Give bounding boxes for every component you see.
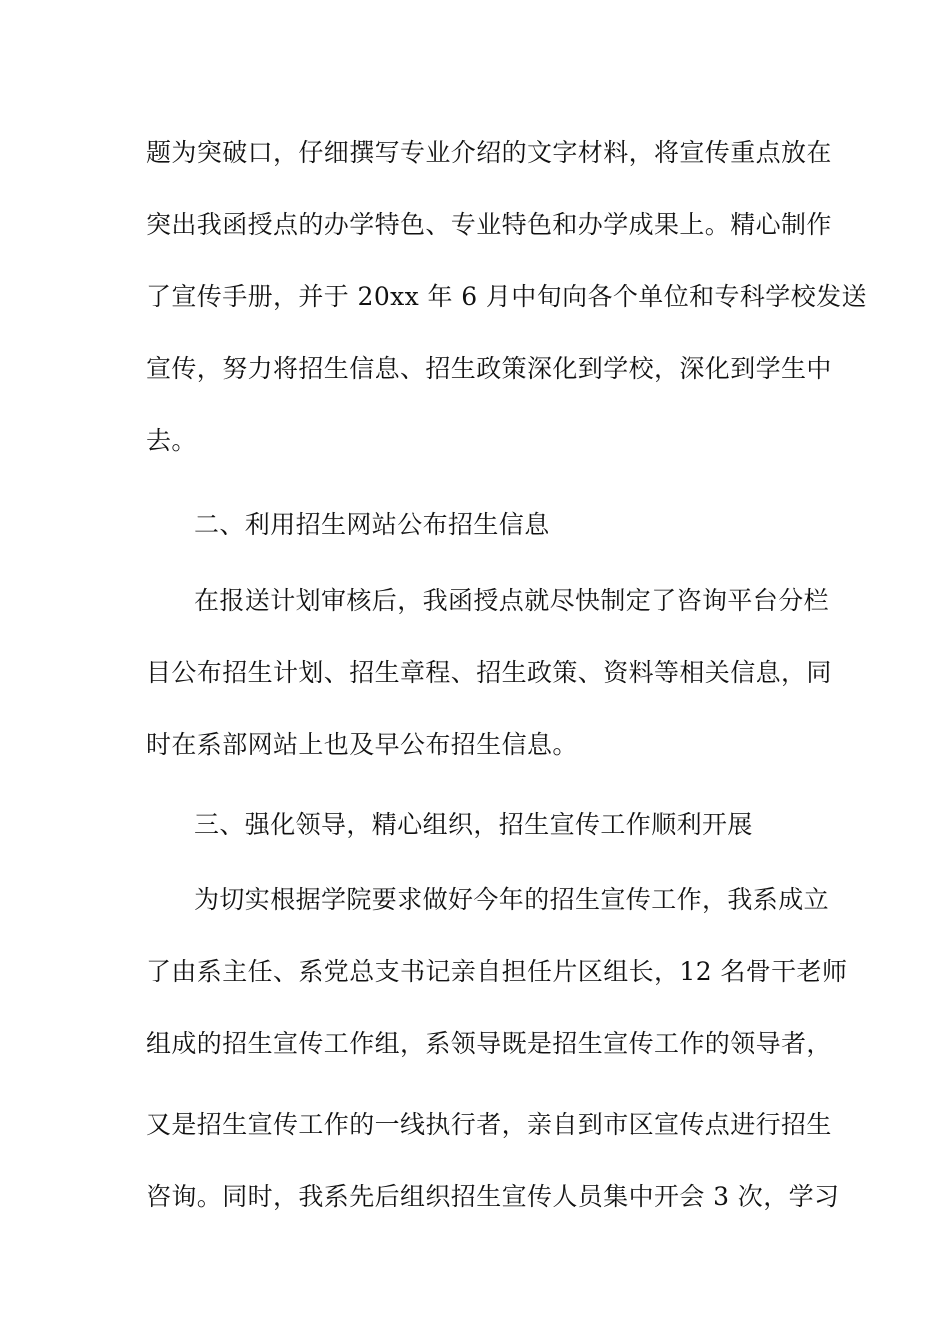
body-text-line: 了由系主任、系党总支书记亲自担任片区组长，12 名骨干老师 <box>146 957 848 986</box>
section-heading: 二、利用招生网站公布招生信息 <box>194 510 550 539</box>
body-text-line: 突出我函授点的办学特色、专业特色和办学成果上。精心制作 <box>146 210 832 239</box>
body-text-line: 咨询。同时，我系先后组织招生宣传人员集中开会 3 次，学习 <box>146 1182 840 1211</box>
body-text-line: 去。 <box>146 426 197 455</box>
body-text-line: 为切实根据学院要求做好今年的招生宣传工作，我系成立 <box>194 885 830 914</box>
body-text-line: 题为突破口，仔细撰写专业介绍的文字材料，将宣传重点放在 <box>146 138 832 167</box>
body-text-line: 在报送计划审核后，我函授点就尽快制定了咨询平台分栏 <box>194 586 830 615</box>
body-text-line: 又是招生宣传工作的一线执行者，亲自到市区宣传点进行招生 <box>146 1110 832 1139</box>
body-text-line: 宣传，努力将招生信息、招生政策深化到学校，深化到学生中 <box>146 354 832 383</box>
section-heading: 三、强化领导，精心组织，招生宣传工作顺利开展 <box>194 810 753 839</box>
body-text-line: 组成的招生宣传工作组，系领导既是招生宣传工作的领导者， <box>146 1029 832 1058</box>
body-text-line: 了宣传手册，并于 20xx 年 6 月中旬向各个单位和专科学校发送 <box>146 282 867 311</box>
body-text-line: 时在系部网站上也及早公布招生信息。 <box>146 730 578 759</box>
body-text-line: 目公布招生计划、招生章程、招生政策、资料等相关信息，同 <box>146 658 832 687</box>
